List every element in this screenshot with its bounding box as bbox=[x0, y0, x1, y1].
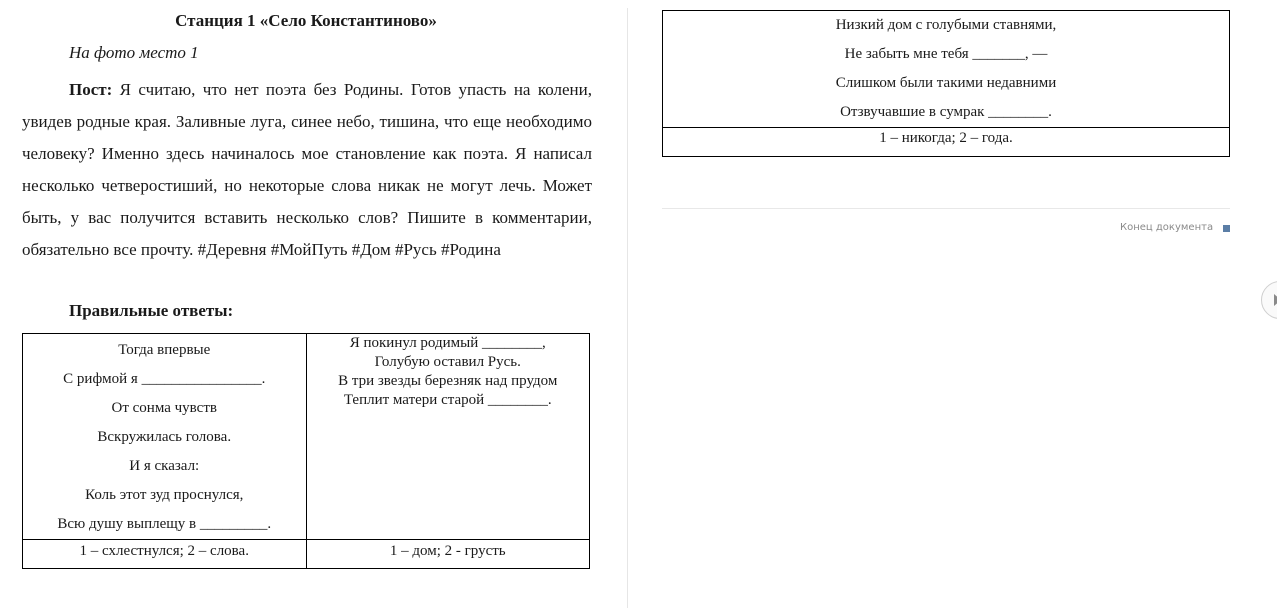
poem-cell-2 bbox=[306, 334, 590, 540]
poem-line: Низкий дом с голубыми ставнями, bbox=[835, 17, 1057, 33]
end-marker-icon bbox=[1223, 225, 1230, 232]
answer-cell-2: 1 – дом; 2 - грусть bbox=[306, 540, 590, 569]
document-page-right bbox=[640, 0, 1277, 616]
poem-line: Коль этот зуд проснулся, bbox=[85, 487, 244, 503]
poem-table-3 bbox=[662, 10, 1230, 157]
document-page-left bbox=[0, 0, 616, 616]
page-divider bbox=[627, 8, 628, 608]
poem-line: С рифмой я ________________. bbox=[63, 371, 266, 387]
poem-line: Всю душу выплещу в _________. bbox=[57, 516, 272, 532]
poem-line: В три звезды березняк над прудом bbox=[338, 373, 558, 389]
station-title: Станция 1 «Село Константиново» bbox=[175, 11, 437, 30]
post-label: Пост: bbox=[69, 80, 113, 99]
answer-cell-3: 1 – никогда; 2 – года. bbox=[663, 128, 1230, 157]
poem-line: Тогда впервые bbox=[118, 342, 211, 358]
post-paragraph bbox=[22, 74, 592, 266]
poem-line: Голубую оставил Русь. bbox=[374, 354, 521, 370]
poem-line: Я покинул родимый ________, bbox=[349, 335, 546, 351]
poem-line: Слишком были такими недавними bbox=[835, 75, 1057, 91]
poem-line: От сонма чувств bbox=[111, 400, 217, 416]
poem-line: Не забыть мне тебя _______, — bbox=[844, 46, 1048, 62]
end-of-document-rule bbox=[662, 208, 1230, 209]
poem-cell-3 bbox=[663, 11, 1230, 128]
answers-table bbox=[22, 333, 590, 569]
photo-note: На фото место 1 bbox=[69, 43, 199, 62]
poem-line: Вскружилась голова. bbox=[97, 429, 232, 445]
answer-cell-1: 1 – схлестнулся; 2 – слова. bbox=[23, 540, 307, 569]
post-text: Я считаю, что нет поэта без Родины. Готов упасть на колени, увидев родные края. Заливные луга, синее небо, тишина, что еще необходимо человеку? Именно здесь начиналось мое становление как поэта. Я написал несколько четверостиший, но некоторые слова никак не могут лечь. Может быть, у вас получится вставить несколько слов? Пишите в комментарии, обязательно все прочту. #Деревня #МойПуть #Дом #Русь #Родина bbox=[22, 80, 592, 259]
answers-heading: Правильные ответы: bbox=[69, 301, 234, 320]
end-of-document-label: Конец документа bbox=[1120, 222, 1214, 233]
next-page-arrow-icon[interactable] bbox=[1261, 281, 1277, 319]
poem-line: Теплит матери старой ________. bbox=[343, 392, 552, 408]
poem-line: Отзвучавшие в сумрак ________. bbox=[840, 104, 1052, 120]
poem-line: И я сказал: bbox=[129, 458, 200, 474]
poem-cell-1 bbox=[23, 334, 307, 540]
